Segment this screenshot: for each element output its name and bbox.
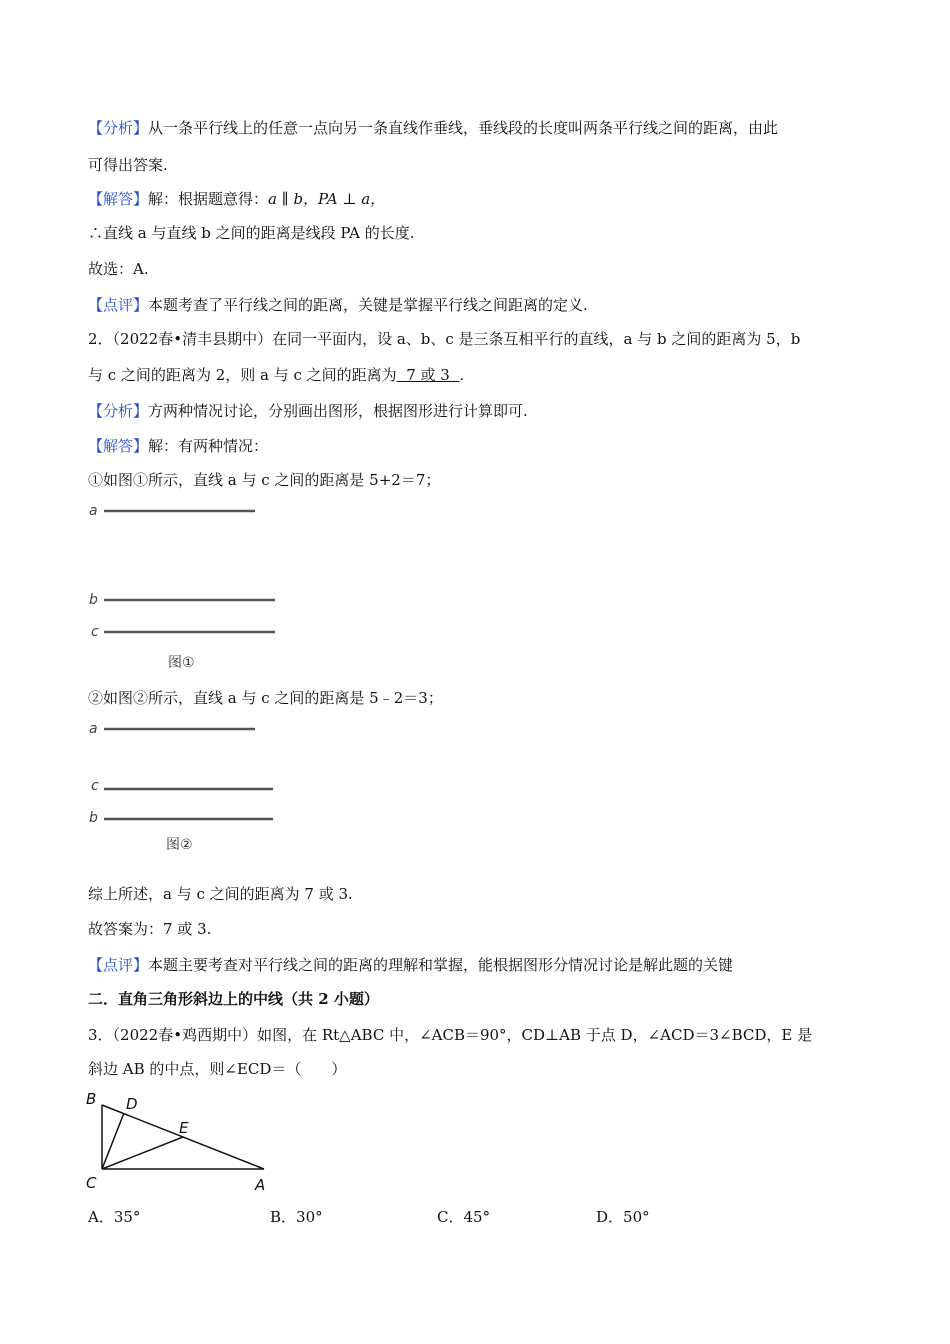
vertex-A: A bbox=[255, 1176, 266, 1194]
point-D: D bbox=[126, 1095, 138, 1113]
q3-stem: 3．（2022春•鸡西期中）如图，在 Rt△ABC 中，∠ACB＝90°，CD⊥AB 于点 D，∠ACD＝3∠BCD，E 是 bbox=[88, 1026, 813, 1044]
fig1-label-a: a bbox=[89, 503, 98, 519]
q1-analysis-cont: 可得出答案. bbox=[88, 156, 168, 174]
fig2-label-c: c bbox=[91, 778, 99, 794]
q2-answer: 【解答】解：有两种情况： bbox=[88, 437, 269, 455]
answer-tag: 【解答】 bbox=[88, 190, 149, 208]
figure-1 bbox=[80, 495, 300, 684]
q1-comment: 【点评】本题考查了平行线之间的距离，关键是掌握平行线之间距离的定义. bbox=[88, 296, 588, 314]
option-c[interactable]: C．45° bbox=[437, 1208, 491, 1226]
q2-stem: 2．（2022春•清丰县期中）在同一平面内，设 a、b、c 是三条互相平行的直线，a 与 b 之间的距离为 5，b bbox=[88, 330, 801, 348]
q2-summary: 综上所述，a 与 c 之间的距离为 7 或 3. bbox=[88, 885, 353, 903]
fig2-label-a: a bbox=[89, 721, 98, 737]
q2-final: 故答案为：7 或 3. bbox=[88, 920, 212, 938]
answer-tag: 【解答】 bbox=[88, 437, 149, 455]
q1-therefore: ∴直线 a 与直线 b 之间的距离是线段 PA 的长度. bbox=[88, 224, 415, 242]
figure-2 bbox=[80, 713, 300, 862]
triangle-figure bbox=[80, 1088, 280, 1202]
vertex-B: B bbox=[86, 1090, 97, 1108]
q1-answer: 【解答】解：根据题意得：a ∥ b，PA ⊥ a， bbox=[88, 190, 386, 208]
segment-CE bbox=[102, 1137, 183, 1169]
fig2-label-b: b bbox=[89, 810, 98, 826]
comment-tag: 【点评】 bbox=[88, 956, 149, 974]
fig1-label-c: c bbox=[91, 624, 99, 640]
answer-blank: 7 或 3 bbox=[396, 366, 460, 384]
option-b[interactable]: B．30° bbox=[270, 1208, 323, 1226]
q1-analysis: 【分析】从一条平行线上的任意一点向另一条直线作垂线，垂线段的长度叫两条平行线之间的距离，由此 bbox=[88, 119, 779, 137]
option-a[interactable]: A．35° bbox=[88, 1208, 141, 1226]
analysis-tag: 【分析】 bbox=[88, 402, 149, 420]
fig1-caption: 图① bbox=[168, 655, 195, 671]
segment-CD bbox=[102, 1113, 124, 1169]
q1-choice: 故选：A. bbox=[88, 260, 149, 278]
q2-case1: ①如图①所示，直线 a 与 c 之间的距离是 5+2＝7； bbox=[88, 471, 441, 489]
point-E: E bbox=[179, 1119, 189, 1137]
q3-stem-cont: 斜边 AB 的中点，则∠ECD＝（ ） bbox=[88, 1060, 347, 1078]
analysis-tag: 【分析】 bbox=[88, 119, 149, 137]
section-title: 二．直角三角形斜边上的中线（共 2 小题） bbox=[88, 990, 379, 1008]
vertex-C: C bbox=[86, 1174, 97, 1192]
q2-stem-cont: 与 c 之间的距离为 2，则 a 与 c 之间的距离为 7 或 3 . bbox=[88, 366, 465, 384]
q2-analysis: 【分析】方两种情况讨论，分别画出图形，根据图形进行计算即可. bbox=[88, 402, 528, 420]
option-d[interactable]: D．50° bbox=[596, 1208, 650, 1226]
fig2-caption: 图② bbox=[166, 837, 193, 853]
q2-case2: ②如图②所示，直线 a 与 c 之间的距离是 5﹣2＝3； bbox=[88, 689, 443, 707]
fig1-label-b: b bbox=[89, 592, 98, 608]
q2-comment: 【点评】本题主要考查对平行线之间的距离的理解和掌握，能根据图形分情况讨论是解此题的关键 bbox=[88, 956, 734, 974]
comment-tag: 【点评】 bbox=[88, 296, 149, 314]
